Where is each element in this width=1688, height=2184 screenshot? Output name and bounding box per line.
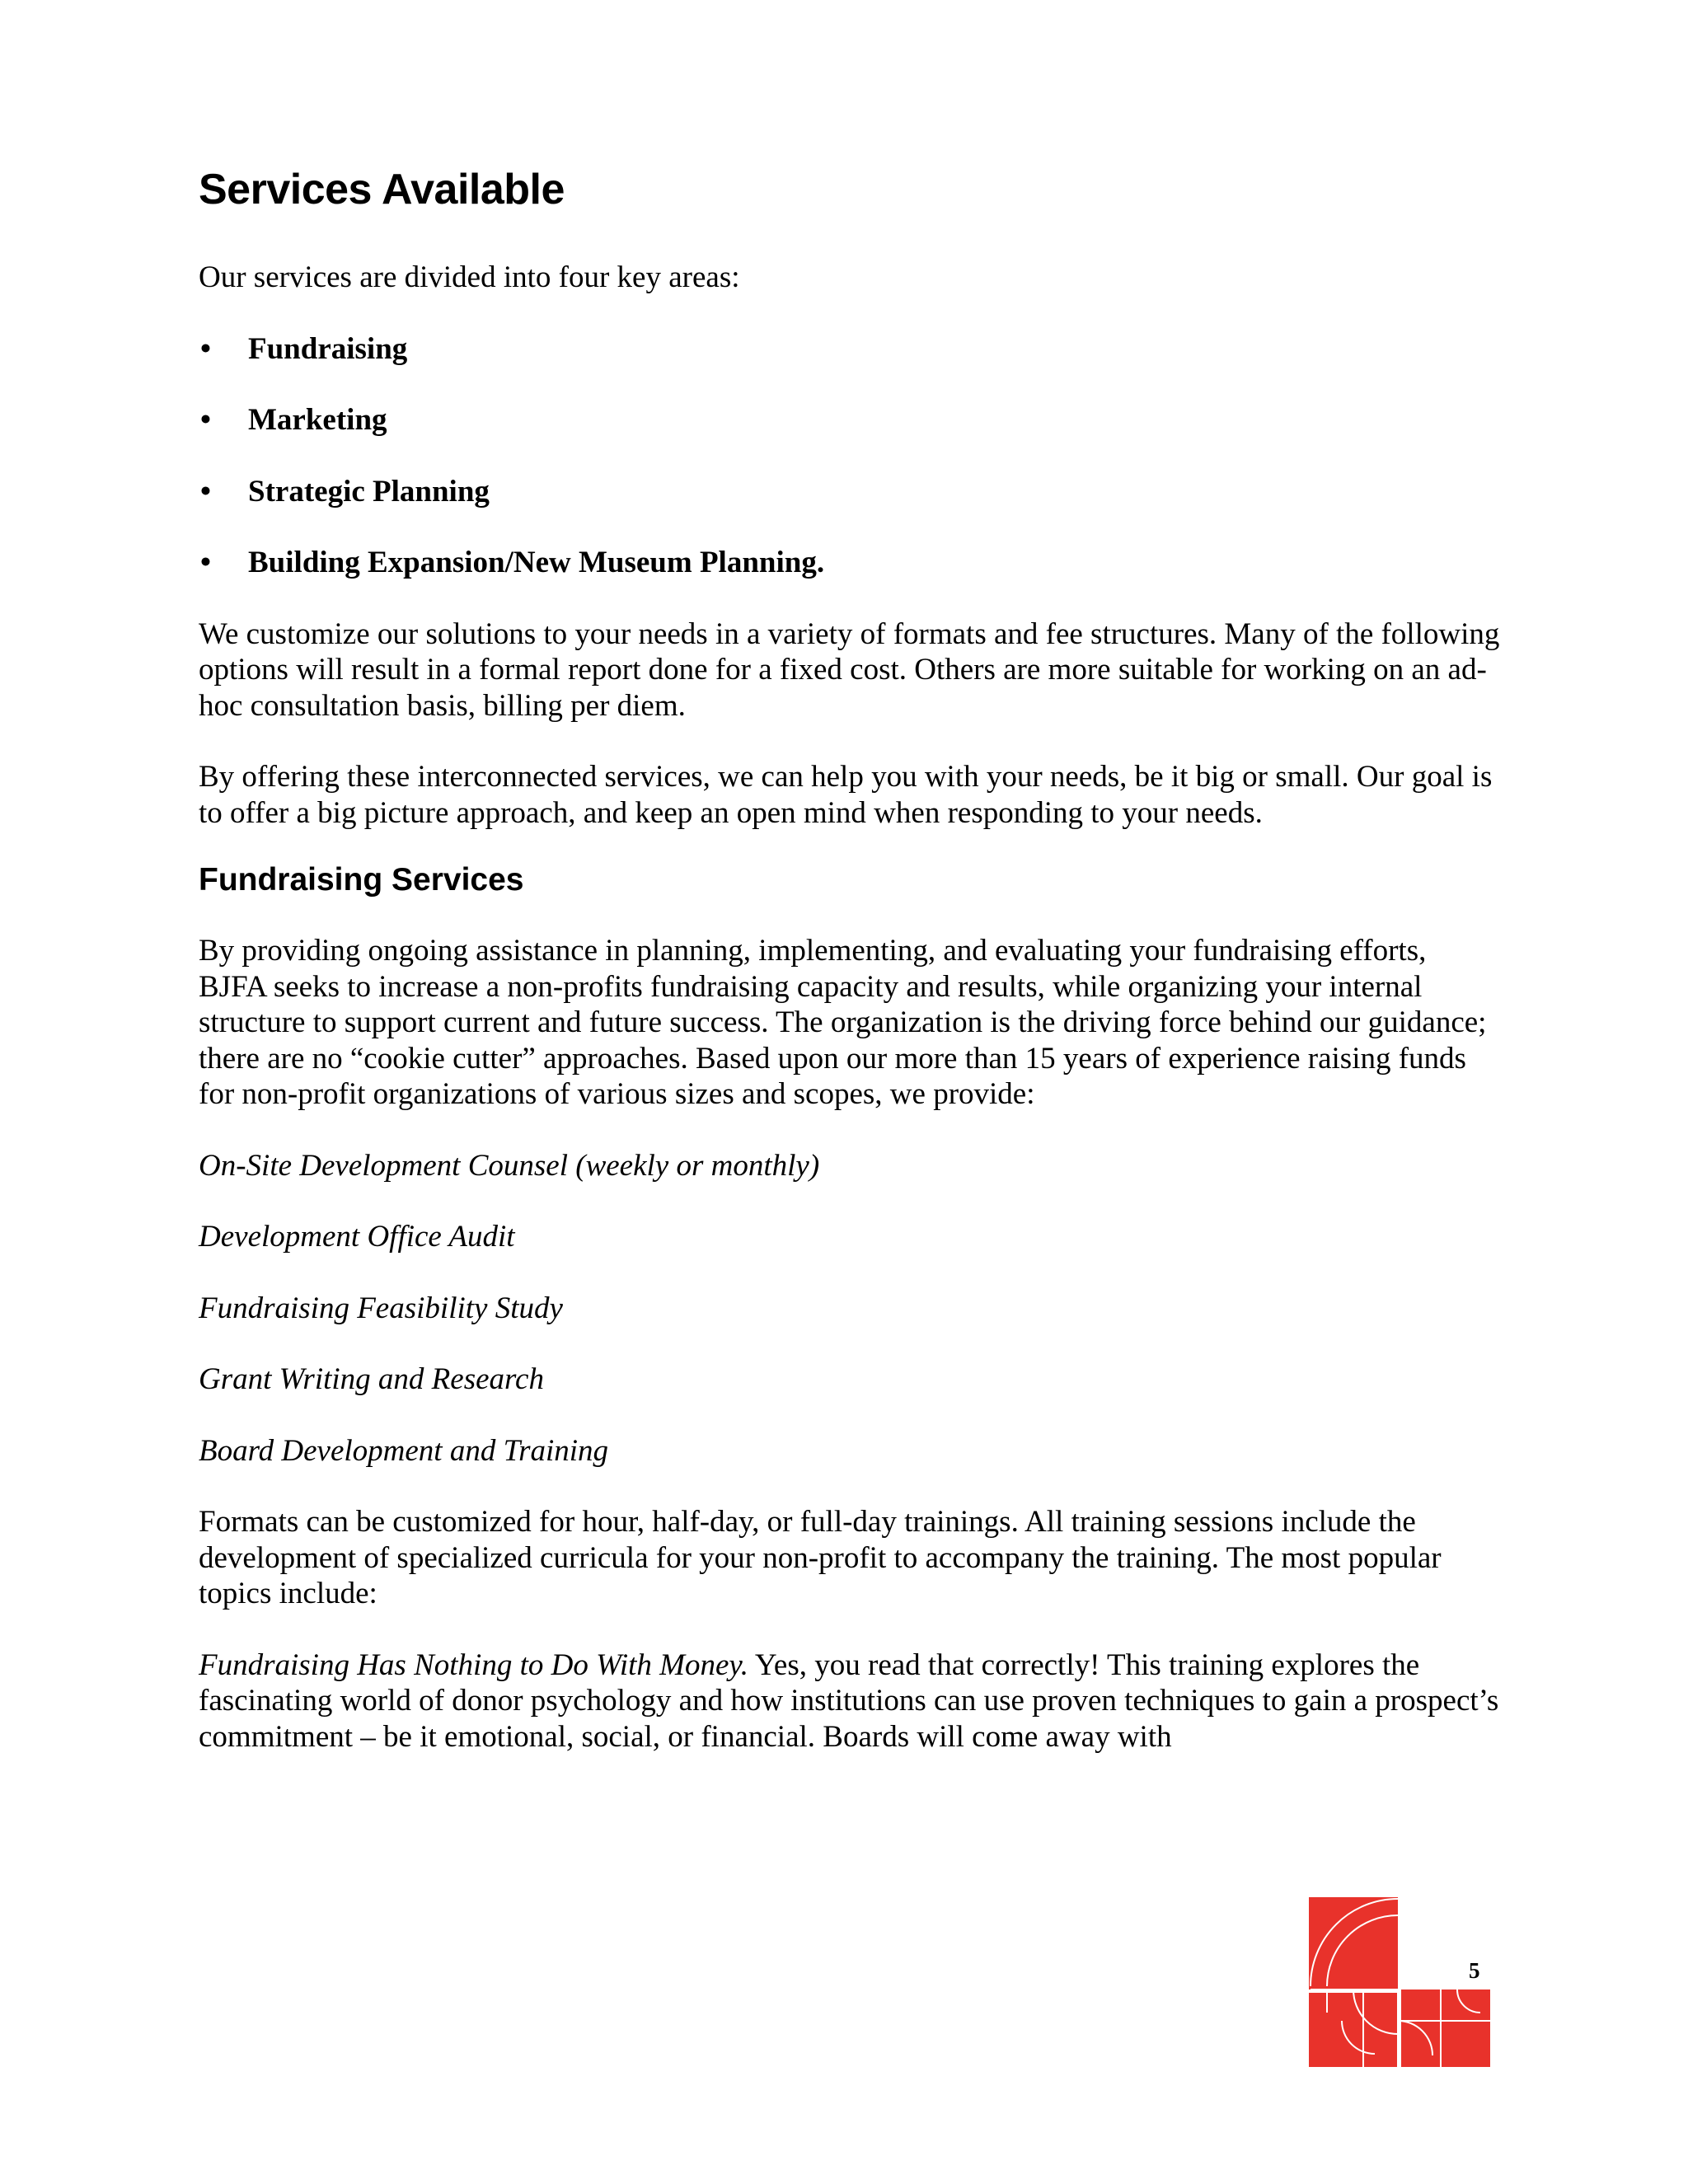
- list-item: [199, 474, 1501, 510]
- page-content: [199, 165, 1501, 1755]
- service-area-label: Marketing: [248, 403, 387, 437]
- page-title: Services Available: [199, 166, 565, 213]
- offering-item: Grant Writing and Research: [199, 1362, 544, 1396]
- customize-paragraph: We customize our solutions to your needs in a variety of formats and fee structures. Many of the following options will result in a formal report done for a fixed cost. Others are more suitable for working on an ad-hoc consultation basis, billing per diem.: [199, 616, 1500, 723]
- bullet-glyph: •: [200, 403, 211, 437]
- topic-title: Fundraising Has Nothing to Do With Money.: [199, 1647, 749, 1682]
- fundraising-paragraph: By providing ongoing assistance in planning, implementing, and evaluating your fundraising efforts, BJFA seeks to increase a non-profits fundraising capacity and results, while organizing your internal structure to support current and future success. The organization is the driving force behind our guidance; there are no “cookie cutter” approaches. Based upon our more than 15 years of experience raising funds for non-profit organizations of various sizes and scopes, we provide:: [199, 934, 1487, 1111]
- offering-item: Fundraising Feasibility Study: [199, 1291, 563, 1325]
- service-areas-list: [199, 331, 1501, 581]
- fundraising-heading: Fundraising Services: [199, 862, 524, 898]
- bjfa-logo: [1309, 1897, 1490, 2067]
- service-area-label: Strategic Planning: [248, 474, 490, 509]
- intro-text: Our services are divided into four key areas:: [199, 260, 740, 294]
- service-area-label: Building Expansion/New Museum Planning.: [248, 546, 825, 579]
- interconnected-paragraph: By offering these interconnected services, we can help you with your needs, be it big or small. Our goal is to offer a big picture approach, and keep an open mind when responding to your needs.: [199, 760, 1493, 830]
- formats-paragraph: Formats can be customized for hour, half-day, or full-day trainings. All training sessions include the development of specialized curricula for your non-profit to accompany the training. The most popular topics include:: [199, 1505, 1442, 1610]
- offering-item: Board Development and Training: [199, 1433, 609, 1468]
- service-area-label: Fundraising: [248, 331, 408, 366]
- list-item: [199, 331, 1501, 368]
- bullet-glyph: •: [200, 546, 211, 579]
- bullet-glyph: •: [200, 331, 211, 366]
- bullet-glyph: •: [200, 474, 211, 509]
- offering-item: On-Site Development Counsel (weekly or monthly): [199, 1148, 820, 1183]
- topic-paragraph: [199, 1647, 1501, 1755]
- offering-item: Development Office Audit: [199, 1220, 515, 1254]
- list-item: [199, 545, 1501, 581]
- list-item: [199, 402, 1501, 438]
- topic-text: Yes, you read that correctly! This training explores the fascinating world of donor psychology and how institutions can use proven techniques to gain a prospect’s commitment – be it emotional, social, or financial. Boards will come away with: [199, 1647, 1499, 1754]
- page-number: 5: [1469, 1958, 1480, 1983]
